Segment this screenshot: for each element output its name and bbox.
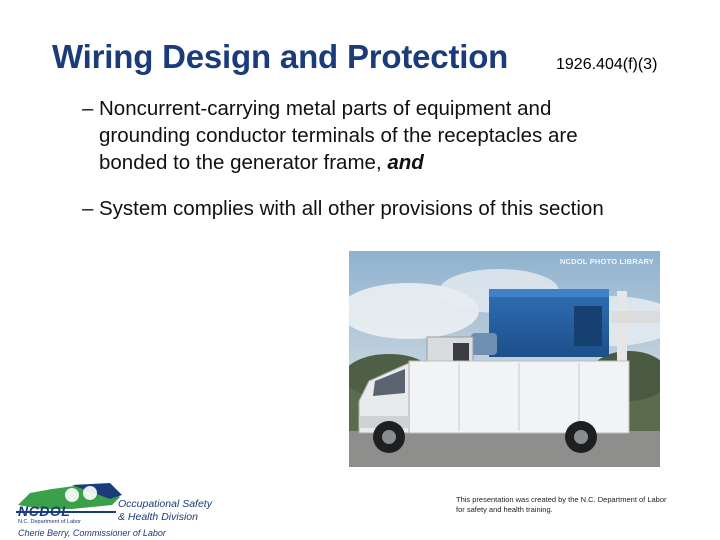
bullet-item-2: [82, 195, 642, 222]
bullet-text-emphasis: and: [387, 151, 424, 174]
bullet-text: System complies with all other provisions of this section: [99, 197, 604, 220]
bullet-text-main: Noncurrent-carrying metal parts of equipment and grounding conductor terminals of the receptacles are bonded to the generator frame,: [99, 97, 578, 174]
photo-library-label: NCDOL PHOTO LIBRARY: [559, 257, 654, 266]
truck-illustration: [349, 251, 660, 467]
footer-note: This presentation was created by the N.C. Department of Labor for safety and health training.: [456, 495, 667, 514]
slide-title: Wiring Design and Protection: [52, 38, 509, 75]
generator-truck-photo: [349, 251, 660, 467]
bullet-text: [82, 95, 642, 176]
ncdol-subtitle: N.C. Department of Labor: [18, 519, 81, 525]
ncdol-wordmark: NCDOL: [18, 503, 71, 519]
regulation-reference: 1926.404(f)(3): [556, 56, 658, 73]
commissioner-line: Cherie Berry, Commissioner of Labor: [18, 528, 166, 538]
bullet-item-1: [82, 95, 642, 176]
bullet-dash: –: [82, 97, 94, 120]
division-name-line2: & Health Division: [118, 511, 198, 523]
division-name-line1: Occupational Safety: [118, 498, 212, 510]
bullet-dash: –: [82, 197, 94, 220]
